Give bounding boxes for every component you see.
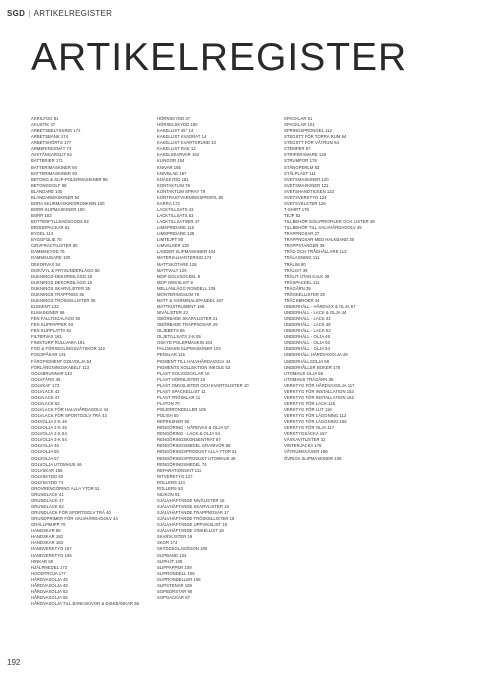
index-entry: BETONGGOLF 98 (31, 182, 67, 188)
index-entry: FEN SLIPPAPPER 93 (31, 322, 73, 328)
index-entry: TRAPPSTANGER 38 (284, 243, 325, 249)
index-entry: T-SHIRT 178 (284, 206, 309, 212)
index-entry: KONTAKTLIM 79 (157, 182, 190, 188)
index-entry: FEN FALLTOGALÄGG 92 (31, 316, 81, 322)
index-entry: AVSTÅNGARSLIT 62 (31, 152, 72, 158)
index-entry: UNDERHÄLL - HÅRDVAX & OLJA 57 (284, 303, 356, 309)
index-entry: SLIPPAPPER 109 (157, 564, 192, 570)
index-entry: RITVERKTYG 127 (157, 473, 193, 479)
index-entry: OSKYD POLERMASKIN 104 (157, 340, 213, 346)
index-entry: KAKELSKARVAR 152 (157, 152, 200, 158)
index-columns (31, 116, 471, 664)
index-entry: SLIPRONDELLER 108 (157, 576, 201, 582)
index-entry: FINISTURP RULLVARA 191 (31, 340, 85, 346)
index-entry: BOTTENFYLLNADSGODS 82 (31, 219, 89, 225)
index-entry: KNIVBLAD 167 (157, 170, 187, 176)
index-entry: KAKELLIST 45° 14 (157, 128, 194, 134)
index-entry: GOLVOLJA 57 (31, 455, 59, 461)
index-entry: UNDERHÄLL - LACK 49 (284, 322, 331, 328)
index-entry: SILIKON 81 (157, 491, 180, 497)
index-entry: BYGGFOLIE 70 (31, 237, 62, 243)
index-entry: VERKTYG FÖR LUT 116 (284, 407, 332, 412)
index-entry: HJÄLPMEDEL 173 (31, 564, 68, 570)
index-entry: PIGMENT TILL HALVHÅRDAGOLV 44 (157, 358, 231, 364)
index-entry: LIMSPRIDARE 138 (157, 231, 195, 237)
index-entry: STEGSTT FÖR TORRA RUM 64 (284, 134, 347, 140)
index-entry: ELEKENT 132 (31, 303, 59, 309)
index-entry: MOP OMVSLIST 9 (157, 279, 193, 285)
index-entry: HÅRDVAXOLJA 53 (31, 588, 68, 594)
index-entry: GRUNDLACK 52 (31, 504, 64, 509)
index-entry: KARRA 173 (157, 200, 180, 206)
index-entry: LACKTILLSATS 43 (157, 206, 194, 212)
index-entry: KNIVAR 165 (157, 164, 181, 170)
index-entry: POLERRONDELLER 109 (157, 407, 206, 412)
index-entry: HÅRDVAXOLJA 55 (31, 594, 68, 600)
index-entry: SJÄLVHÄFTANDE NIVÅLISTER 16 (157, 497, 225, 503)
index-entry: GOLVSKAR 156 (31, 467, 63, 473)
index-entry: LACKTILLSATS 53 (157, 213, 194, 218)
index-entry: PLAST GOLVSOCKLAR 10 (157, 370, 210, 376)
index-entry: SPACKLAR 101 (284, 122, 315, 128)
index-entry: SJÄLVHÄFTANDE TRAPPNOSAR 17 (157, 510, 229, 516)
index-entry: GOLVOLJA 2-K 54 (31, 437, 67, 443)
index-entry: TRÄLIST 39 (284, 267, 308, 273)
index-entry: SJÄLVHÄFTANDE UPPVIKSLIST 18 (157, 522, 228, 528)
index-entry: HANDVERKTYG 165 (31, 552, 72, 558)
index-entry: LIMVALSER 130 (157, 243, 189, 249)
index-entry: DEKORVAX 54 (31, 261, 61, 267)
index-entry: RENGÖRINGSMEDEL 74 (157, 461, 207, 467)
index-entry: TRAPPNOSAR 27 (284, 231, 320, 237)
index-entry: AKUSTIK 47 (31, 122, 56, 128)
index-entry: ARBETSHÖRTS 177 (31, 140, 72, 146)
index-entry: FOG & FÖRSEGLINGSVÄTSKOR 142 (31, 346, 106, 352)
index-entry: DUKNINGS DEKORINLÄGG 16 (31, 279, 92, 285)
index-entry: DUKNINGS-DEKORINLÄGG 16 (31, 273, 93, 279)
index-entry: DAMMSKYDD 76 (31, 249, 65, 255)
index-entry: GOLVOLJA 2-K 54 (31, 431, 67, 437)
index-entry: OLJETILLSATS 2-K 55 (157, 334, 201, 340)
index-entry: HÖRSELSKYDD 180 (157, 122, 198, 128)
index-entry: RENGÖRINGSPRODUKT UTOMHUS 46 (157, 455, 236, 461)
index-entry: LADDER SLIPMASKINER 104 (157, 249, 216, 255)
index-entry: ARMERINGSNÄT 74 (31, 146, 72, 152)
index-entry: UNDERHÄLL - LACK 53 (284, 328, 331, 334)
index-entry: GOLVLACK 42 (31, 388, 60, 394)
index-entry: ELMASKINER 96 (31, 310, 65, 315)
index-column-2 (157, 116, 249, 601)
index-entry: GOLVOLJA UTOMHUS 46 (31, 461, 82, 467)
index-entry: SVETSVELSTER 126 (284, 200, 326, 206)
index-entry: VERKTYG FÖR INSTALLATION 162 (284, 394, 354, 400)
index-entry: SPACKLAR 61 (284, 116, 313, 121)
index-entry: GRÄLLPIMIPP 70 (31, 522, 66, 528)
index-entry: TRÖSKELLISTER 26 (284, 291, 325, 297)
index-entry: UNDERHÄLL - OLJA 46 (284, 334, 330, 340)
index-entry: VERKTYG FÖR OLJA 117 (284, 425, 335, 431)
index-entry: PALLMANN SLIPMASKINER 104 (157, 346, 221, 352)
index-entry: SVETSVERKTYG 124 (284, 194, 327, 200)
brand-label: SGD (7, 9, 26, 18)
index-entry: ARBETSBELYSNING 171 (31, 128, 81, 134)
index-entry: UNDERHÄLL - LACK & OLJA 44 (284, 310, 347, 315)
index-entry: HÅRDVAXOLJA 49 (31, 582, 68, 588)
index-entry: PLAST SPACKELLIST 11 (157, 388, 206, 394)
index-entry: SLIPSTENAR 109 (157, 582, 192, 588)
index-entry: GOLVFÄRG 46 (31, 376, 61, 382)
index-entry: SJÄLVHÄFTANDE VINKELLIST 18 (157, 528, 224, 534)
index-entry: UNDERHÄLLSOLJA 58 (284, 358, 330, 364)
index-entry: TRÄCKBROER 44 (284, 297, 320, 303)
index-entry: VERKTYG FÖR LÄGGNING 112 (284, 413, 347, 419)
index-entry: PLATON 70 (157, 400, 180, 406)
index-entry: SLIPRONDELL 106 (157, 570, 195, 576)
index-entry: GOLVLACK FÖR HALVHÅRDAGOLV 44 (31, 407, 109, 412)
index-column-1 (31, 116, 139, 607)
index-entry: REFRESHER 50 (157, 419, 190, 425)
index-entry: BETONG & SLIP-POLERMASKINER 98 (31, 176, 108, 182)
index-entry: STRIPKRAMARE 128 (284, 152, 326, 158)
index-entry: GOLVLACK FÖR SPORTGOLV TRÄ 43 (31, 413, 107, 419)
index-entry: MATT & HÄRMINALSPANDEL 167 (157, 297, 224, 303)
index-entry: STEGSTT FÖR VÅTRUM 64 (284, 140, 339, 146)
index-entry: HANDVERKTYG 167 (31, 546, 72, 552)
index-entry: HÖRNSKYDD 37 (157, 116, 191, 121)
index-entry: KLINGOR 154 (157, 158, 185, 164)
index-entry: GOLVBRUNNAR 143 (31, 370, 72, 376)
index-entry: UNDERHÄLL - OLJA 54 (284, 346, 330, 352)
index-entry: MOP GOLVSOCKEL 9 (157, 273, 201, 279)
index-entry: SVETSMASKINER 121 (284, 182, 329, 188)
index-entry: PLAST TRÖSKLAR 11 (157, 394, 201, 400)
index-entry: BATTERIMASKINER 94 (31, 164, 77, 170)
index-entry: CIDVFRACTILISTER 80 (31, 243, 78, 249)
index-entry: KONTRASTVARNINGSPROFIL 80 (157, 194, 224, 200)
index-entry: ÖVRIGA SLIPMASKINER 106 (284, 455, 342, 461)
index-entry: UNDERHÄLL - LACK 43 (284, 316, 331, 322)
index-entry: UNDERHÅLLER BOKER 178 (284, 364, 341, 370)
index-entry: BATTERIMASKINER 93 (31, 170, 77, 176)
index-entry: BORR 103 (31, 213, 52, 218)
index-entry: POLISH 50 (157, 413, 179, 419)
index-entry: SKYDDSGLASÖGON 180 (157, 546, 208, 552)
index-entry: VINTERJACKA 178 (284, 443, 322, 449)
index-entry: GOLVLACK 47 (31, 394, 60, 400)
index-entry: SJÄLVHÄFTANDE TRÖSKELLISTER 18 (157, 516, 235, 522)
index-entry: FOGSPÅKAR 131 (31, 352, 66, 358)
index-entry: MATTVALT 129 (157, 267, 187, 273)
index-entry: SVETSHANDTICKEN 122 (284, 188, 335, 194)
index-entry: UTOMHUS OLJA 56 (284, 370, 324, 376)
index-entry: TEJP 82 (284, 213, 301, 218)
index-entry: FÄRGPIGMENT GOLVOLJA 54 (31, 358, 92, 364)
index-entry: UNDERHÄLL - OLJA 50 (284, 340, 330, 346)
index-entry: BATTERIER 171 (31, 158, 63, 164)
index-entry: UNDERHÄLL HÄRDVAXOLJA 49 (284, 352, 348, 358)
index-entry: NIVÅLISTER 23 (157, 310, 188, 315)
index-entry: TILLBEHÖR GOLVPROFILER OCH LISTER 39 (284, 219, 375, 225)
index-entry: MATERIALHANTERING 174 (157, 255, 212, 261)
index-entry: TRÄLIT UTAN KALK 39 (284, 273, 330, 279)
index-entry: LIMTEJPT 80 (157, 237, 184, 243)
index-entry: AKRILFOG 81 (31, 116, 59, 121)
index-entry: VÅTRUMSVÄXER 189 (284, 449, 328, 455)
index-entry: PLAST HÖRNLISTER 10 (157, 376, 206, 382)
index-entry: BYGEL 114 (31, 231, 54, 237)
index-entry: SOPGACKAR 87 (157, 594, 190, 600)
index-entry: TRÄLIM 80 (284, 261, 306, 267)
index-entry: STÅLPLAST 111 (284, 170, 316, 176)
index-entry: RENGÖRINGSKONSENTRAT 87 (157, 437, 221, 443)
index-entry: HÅRDVAXOLJA 49 (31, 576, 68, 582)
index-entry: SOPBORSTAR 90 (157, 588, 193, 594)
index-entry: GOLVOLJA 46 (31, 443, 59, 449)
index-entry: OLJEBETS 56 (157, 328, 185, 334)
index-entry: GRUNDLACK 47 (31, 497, 64, 503)
index-entry: SLIPHJT 108 (157, 558, 183, 564)
index-entry: GOLVKAF 173 (31, 382, 60, 388)
index-entry: VERKTYG FÖR LACK 115 (284, 400, 335, 406)
index-entry: HÅRDVAXOLJA TILL BÄNKSKIVOR & DISKBÄNKAR 56 (31, 601, 139, 606)
index-entry: ARBETSBÄNK 174 (31, 134, 69, 140)
index-entry: KAKELLIST KVARTSRUND 13 (157, 140, 216, 146)
index-entry: MATTKISTRUMENT 169 (157, 303, 205, 309)
index-entry: RENGÖRINGSMEDEL GRANIVOR 89 (157, 443, 231, 449)
index-entry: VERKTYG FÖR LÄGGNING 159 (284, 419, 347, 425)
index-entry: DAMMSUGARE 100 (31, 255, 71, 261)
index-entry: OBÖRBADE TRAPPNOSAR 29 (157, 322, 218, 328)
index-entry: HANDSKAR 88 (31, 528, 61, 534)
index-entry: DUKNINGS TROSKELLISTER 35 (31, 297, 96, 303)
index-entry: VERKTYGSÄCKA 167 (284, 431, 327, 437)
index-entry: DUKNINGS SKARVLISTER 35 (31, 285, 91, 291)
index-entry: BRODDPACKAR 61 (31, 225, 70, 231)
index-entry: TILLBEHÖR TILL HALVHÅRDAGOLV 45 (284, 225, 362, 231)
index-entry: GOLVSKYDD 74 (31, 479, 64, 485)
index-entry: SKARVLISTER 19 (157, 534, 193, 540)
index-entry: SJÄLVHÄFTANDE SKARVLISTER 15 (157, 504, 229, 509)
index-entry: BORA SKURMASKIN/DRONKNIN 100 (31, 200, 105, 206)
index-entry: VÄXKAVITLISTER 32 (284, 437, 326, 443)
index-entry: OBÖRBADE SKARVLISTER 21 (157, 316, 218, 322)
index-entry: PENSLAR 115 (157, 352, 185, 358)
index-entry: RENGÖRING - HÅRDVAX & OLJA 57 (157, 425, 230, 431)
index-entry: TRÄGÅRN 39 (284, 285, 311, 291)
index-entry: REPARATIONSKIT 111 (157, 467, 202, 473)
index-entry: TRÄSPACKEL 111 (284, 279, 320, 285)
index-entry: GRUNDPRIMER FÖR HALVHÅRDAGOLV 44 (31, 516, 118, 522)
index-entry: GRUNDLACK 41 (31, 491, 64, 497)
index-entry: TRÅD OCH TRÅDHÅLLARE 113 (284, 249, 347, 255)
index-entry: BLANDARE 100 (31, 188, 63, 194)
index-entry: PIGMENTS KOLLEKTION INKOLE 53 (157, 364, 231, 370)
index-entry: PLAST OMVSLISTER OCH KVARTSLISTER 10 (157, 382, 249, 388)
index-entry: MATTSKÖTARE 128 (157, 261, 197, 267)
index-entry: KONTAKTLIM SPRAY 79 (157, 188, 206, 194)
index-column-3 (284, 116, 375, 462)
index-entry: VERKTYG FÖR HÅRDVAXOLJA 117 (284, 382, 355, 388)
section-label: ARTIKELREGISTER (33, 9, 113, 18)
index-entry: LIMSPRIDARE 118 (157, 225, 194, 231)
index-entry: UTOMHUS TRÄGÅRN 39 (284, 376, 334, 382)
index-entry: MONTERINGSLIM 78 (157, 291, 199, 297)
index-entry: STEMPER 67 (284, 146, 311, 152)
index-entry: GOLVOLJA 2-K 46 (31, 425, 67, 431)
index-entry: TRAPPNOSAR MED HALKBAND 30 (284, 237, 355, 243)
index-entry: HINKAR 60 (31, 558, 54, 564)
index-entry: DUKNINGS TRAPPNOS 36 (31, 291, 85, 297)
index-entry: BORR-SLIPMASKINER 100 (31, 206, 85, 212)
index-entry: KAKELLIST RAK 12 (157, 146, 196, 152)
index-entry: TRÄLAGNING 111 (284, 255, 320, 261)
index-entry: KNÄSKYDD 181 (157, 176, 189, 182)
header-separator: | (28, 9, 31, 18)
index-entry: BLANDARMASKINER 94 (31, 194, 80, 200)
page-title: ARTIKELREGISTER (31, 36, 408, 79)
index-entry: SVETSMASKINER 120 (284, 176, 329, 182)
index-entry: HANDSKAR 182 (31, 534, 64, 540)
index-entry: RENGÖRING - LACK & OLJA 54 (157, 431, 220, 437)
index-entry: STRUMPOR 178 (284, 158, 317, 164)
index-entry: GOLVOLJA 50 (31, 449, 59, 455)
index-entry: DISK/VYL & FRYSUNDERLÄGG 65 (31, 267, 100, 273)
index-entry: FÖRLÄNGNINGSKABELT 113 (31, 364, 90, 370)
index-entry: ROLLERS 114 (157, 479, 185, 485)
index-entry: LACKTILLSATSER 47 (157, 219, 200, 225)
index-entry: ROLLERS 63 (157, 485, 183, 491)
index-entry: SPRINGSPRONGEL 112 (284, 128, 332, 134)
index-entry: GROVRENGÖRING ALLA YTOR 51 (31, 485, 100, 491)
index-entry: GRUNDLACK FÖR SPORTGOLV TRÄ 40 (31, 510, 111, 516)
index-entry: HOODTROJA 177 (31, 570, 66, 576)
index-entry: GOLVLACK 52 (31, 400, 60, 406)
page-header (7, 9, 112, 18)
index-entry: STÅNGPERLM 83 (284, 164, 320, 170)
index-entry: FEN SLIPPLATTA 91 (31, 328, 72, 334)
index-entry: GOLVSKYDD 63 (31, 473, 64, 479)
index-entry: MELLANLÄGG RONDELL 109 (157, 285, 216, 291)
index-entry: VERKTYG FÖR INSTALLATION 153 (284, 388, 354, 394)
index-entry: SLIPBAND 104 (157, 552, 187, 558)
index-entry: FILTERVAX 181 (31, 334, 62, 340)
index-entry: HANDSKAR 183 (31, 540, 64, 546)
page-number: 192 (7, 658, 21, 667)
index-entry: RENGÖRINGSPRODUKT ALLA YTOR 51 (157, 449, 237, 455)
index-entry: SKOR 174 (157, 540, 178, 546)
index-entry: KAKELLIST KVADRAT 14 (157, 134, 207, 140)
index-entry: GOLVOLJA 2-K 46 (31, 419, 67, 425)
